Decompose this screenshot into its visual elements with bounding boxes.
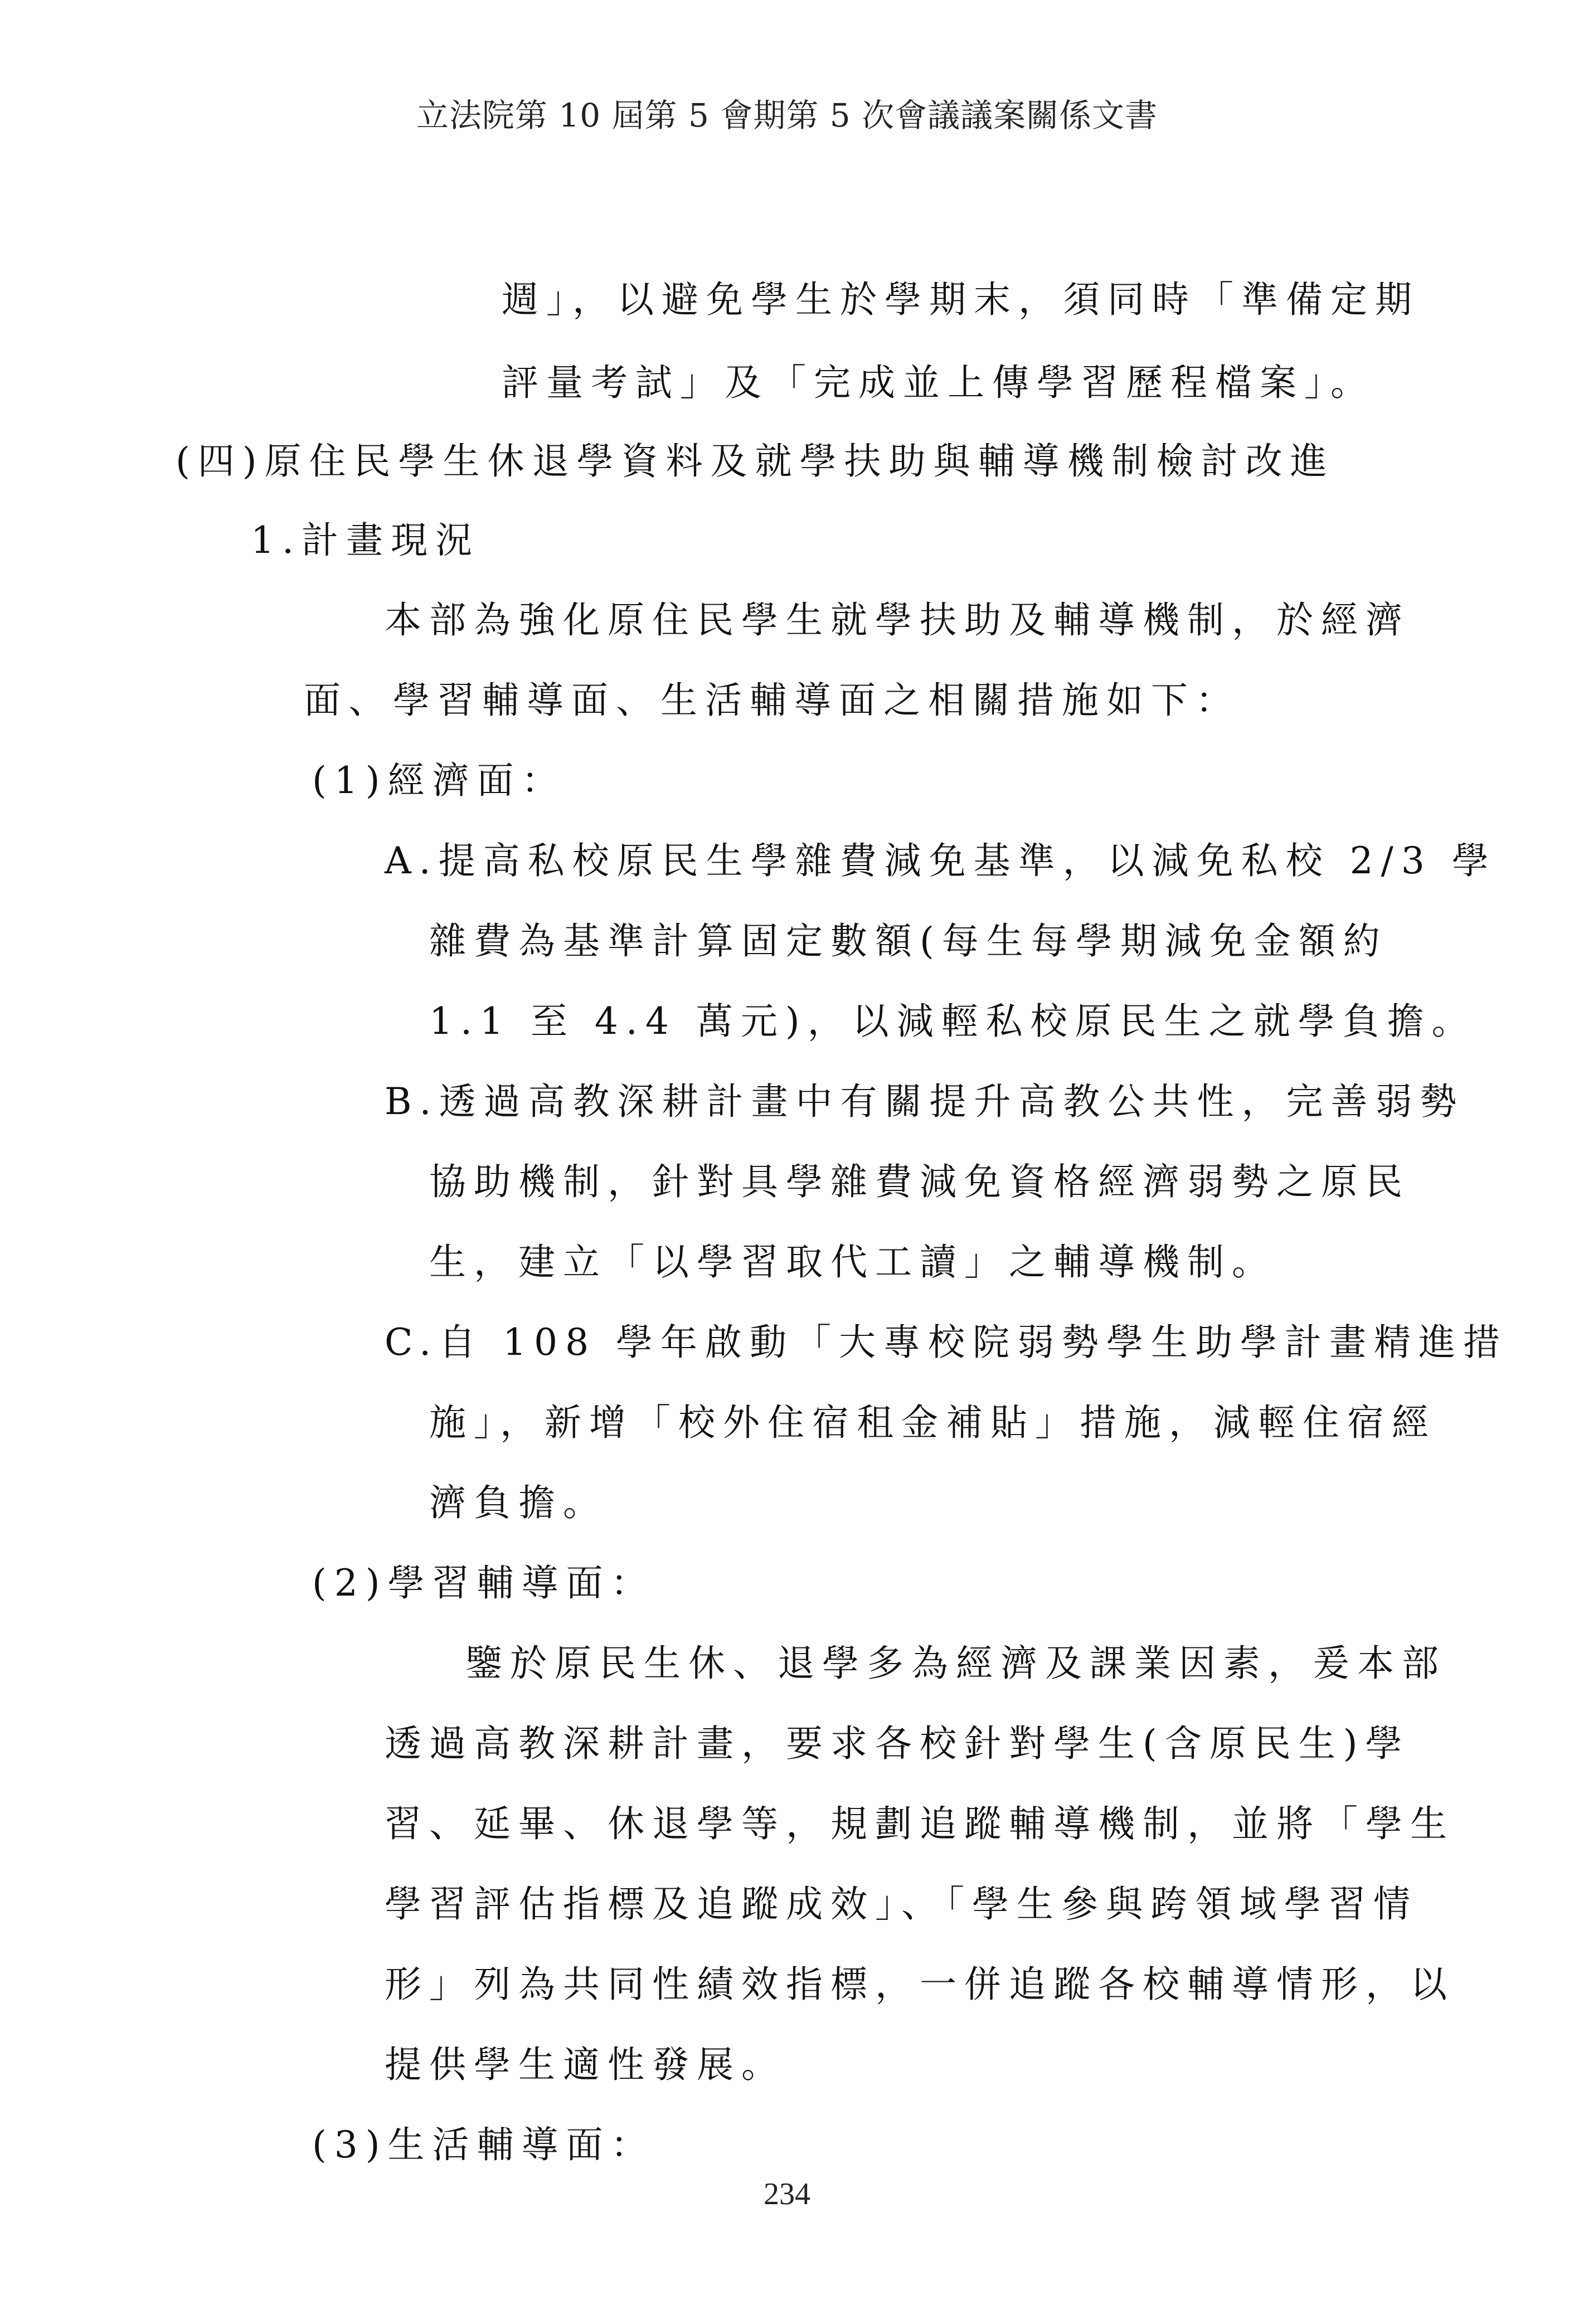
body-line-6: 面、學習輔導面、生活輔導面之相關措施如下： bbox=[304, 679, 1240, 722]
body-line-9: 雜費為基準計算固定數額(每生每學期減免金額約 bbox=[429, 920, 1388, 962]
item-heading-life: (3)生活輔導面： bbox=[312, 2123, 655, 2166]
body-line-2: 評量考試」及「完成並上傳學習歷程檔案」。 bbox=[502, 361, 1375, 404]
body-line-1: 週」，以避免學生於學期末，須同時「準備定期 bbox=[502, 278, 1420, 321]
page-number: 234 bbox=[764, 2177, 810, 2211]
body-line-22: 形」列為共同性績效指標，一併追蹤各校輔導情形，以 bbox=[385, 1963, 1455, 2006]
body-line-8: A.提高私校原民生學雜費減免基準，以減免私校 2/3 學 bbox=[385, 839, 1497, 882]
body-line-18: 鑒於原民生休、退學多為經濟及課業因素，爰本部 bbox=[465, 1642, 1446, 1685]
section-heading-four: (四)原住民學生休退學資料及就學扶助與輔導機制檢討改進 bbox=[176, 440, 1335, 483]
body-line-23: 提供學生適性發展。 bbox=[385, 2043, 786, 2086]
body-line-19: 透過高教深耕計畫，要求各校針對學生(含原民生)學 bbox=[385, 1722, 1410, 1765]
body-line-12: 協助機制，針對具學雜費減免資格經濟弱勢之原民 bbox=[429, 1160, 1410, 1203]
body-line-13: 生，建立「以學習取代工讀」之輔導機制。 bbox=[429, 1241, 1276, 1283]
subsection-heading-1: 1.計畫現況 bbox=[251, 519, 480, 562]
document-header: 立法院第 10 屆第 5 會期第 5 次會議議案關係文書 bbox=[416, 96, 1158, 134]
item-heading-economic: (1)經濟面： bbox=[312, 759, 566, 802]
body-line-5: 本部為強化原住民學生就學扶助及輔導機制，於經濟 bbox=[385, 599, 1410, 641]
body-line-21: 學習評估指標及追蹤成效」、「學生參與跨領域學習情 bbox=[385, 1883, 1418, 1926]
body-line-11: B.透過高教深耕計畫中有關提升高教公共性，完善弱勢 bbox=[385, 1080, 1465, 1123]
body-line-15: 施」，新增「校外住宿租金補貼」措施，減輕住宿經 bbox=[429, 1401, 1436, 1444]
body-line-16: 濟負擔。 bbox=[429, 1481, 608, 1524]
body-line-10: 1.1 至 4.4 萬元)，以減輕私校原民生之就學負擔。 bbox=[429, 1000, 1476, 1043]
item-heading-learning: (2)學習輔導面： bbox=[312, 1562, 655, 1605]
body-line-20: 習、延畢、休退學等，規劃追蹤輔導機制，並將「學生 bbox=[385, 1802, 1455, 1845]
body-line-14: C.自 108 學年啟動「大專校院弱勢學生助學計畫精進措 bbox=[385, 1321, 1508, 1364]
